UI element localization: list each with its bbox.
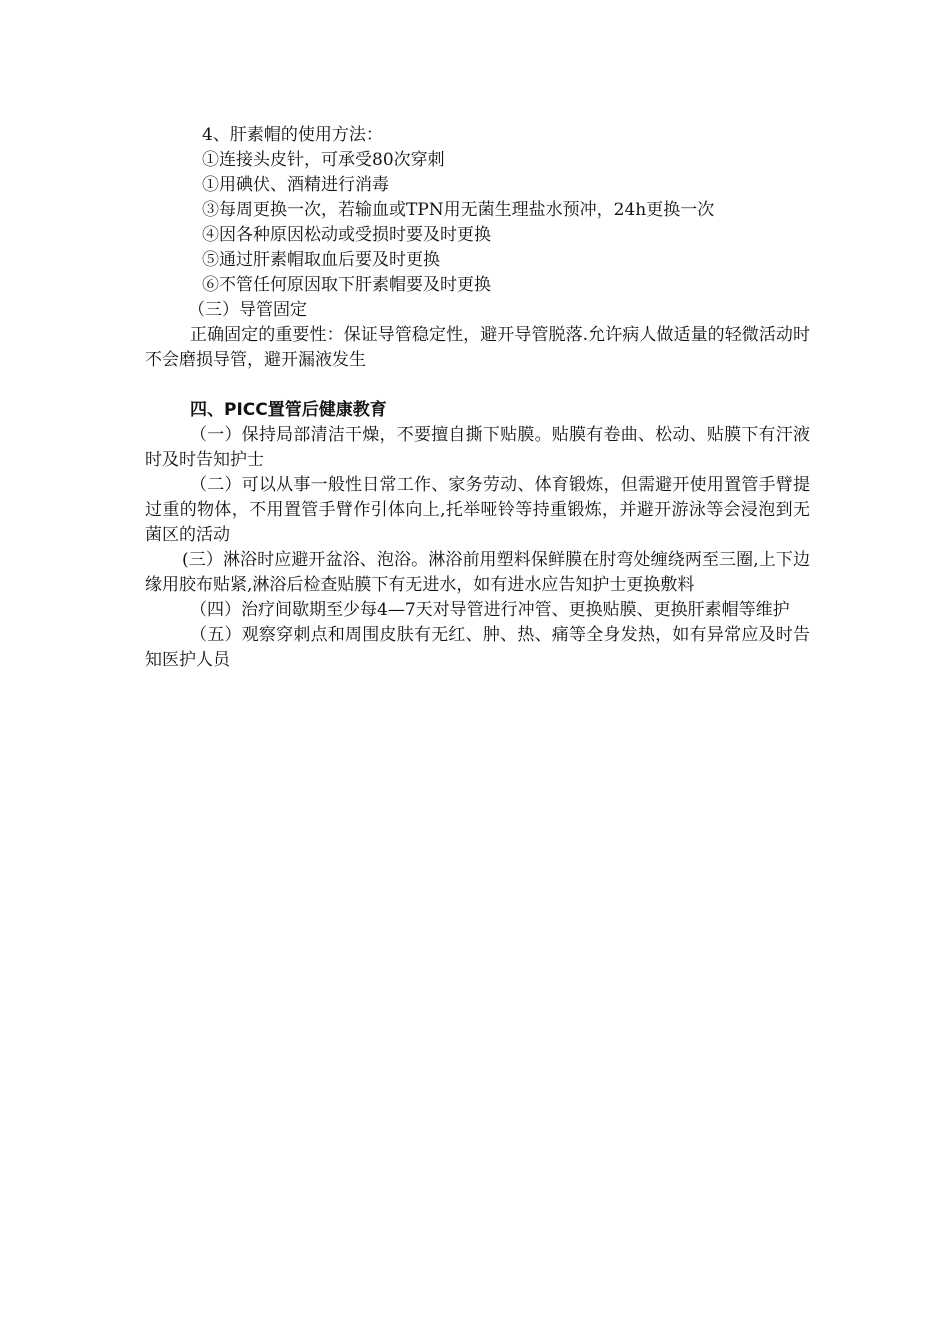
section-heading-picc-education: 四、PICC置管后健康教育 [190, 400, 387, 420]
heparin-step-5: ⑤通过肝素帽取血后要及时更换 [202, 250, 440, 270]
education-item-3: (三）淋浴时应避开盆浴、泡浴。淋浴前用塑料保鲜膜在肘弯处缠绕两至三圈,上下边缘用胶布贴紧,淋浴后检查贴膜下有无进水，如有进水应告知护士更换敷料 [145, 550, 810, 595]
education-item-5: （五）观察穿刺点和周围皮肤有无红、肿、热、痛等全身发热，如有异常应及时告知医护人员 [145, 625, 810, 670]
heparin-cap-usage-title: 4、肝素帽的使用方法： [202, 125, 383, 145]
document-body [145, 123, 810, 673]
heparin-step-2: ①用碘伏、酒精进行消毒 [202, 175, 389, 195]
education-item-1: （一）保持局部清洁干燥，不要擅自撕下贴膜。贴膜有卷曲、松动、贴膜下有汗液时及时告知护士 [145, 425, 810, 470]
heparin-step-4: ④因各种原因松动或受损时要及时更换 [202, 225, 491, 245]
heparin-step-3: ③每周更换一次，若输血或TPN用无菌生理盐水预冲，24h更换一次 [202, 200, 715, 220]
education-item-4: （四）治疗间歇期至少每4—7天对导管进行冲管、更换贴膜、更换肝素帽等维护 [190, 600, 790, 620]
heparin-step-6: ⑥不管任何原因取下肝素帽要及时更换 [202, 275, 491, 295]
catheter-fixation-title: （三）导管固定 [188, 300, 307, 320]
catheter-fixation-body: 正确固定的重要性：保证导管稳定性，避开导管脱落.允许病人做适量的轻微活动时不会磨损导管，避开漏液发生 [145, 325, 810, 370]
heparin-step-1: ①连接头皮针，可承受80次穿刺 [202, 150, 445, 170]
education-item-2: （二）可以从事一般性日常工作、家务劳动、体育锻炼，但需避开使用置管手臂提过重的物体，不用置管手臂作引体向上,托举哑铃等持重锻炼，并避开游泳等会浸泡到无菌区的活动 [145, 475, 810, 545]
